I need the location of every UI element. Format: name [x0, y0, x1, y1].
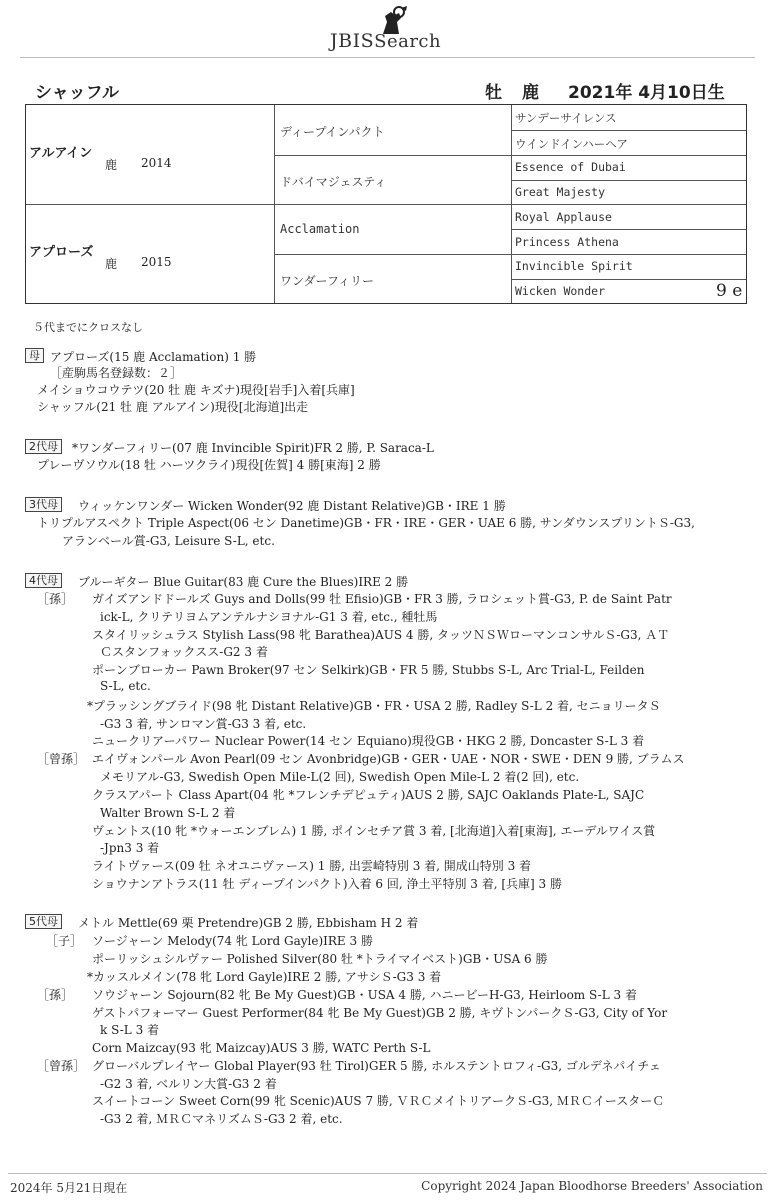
g5dam-line: k S-L 3 着: [100, 1023, 160, 1037]
pedigree-g3-item[interactable]: Royal Applause: [515, 210, 612, 224]
pedigree-g3-item[interactable]: ウインドインハーヘア: [515, 137, 628, 151]
g5dam-line: ［子］: [46, 934, 83, 948]
pedigree-g2-item[interactable]: Acclamation: [280, 222, 360, 236]
g3dam-line: アランベール賞-G3, Leisure S-L, etc.: [62, 534, 275, 548]
g4dam-line: *プラッシングブライド(98 牝 Distant Relative)GB・FR・USA 2 勝, Radley S-L 2 着, セニョリータＳ: [87, 699, 661, 713]
g4dam-line: Ｃスタンフォックスス-G2 3 着: [100, 645, 268, 659]
horse-name: シャッフル: [35, 83, 119, 103]
pedigree-g3-item[interactable]: Essence of Dubai: [515, 160, 626, 174]
pedigree-table: [25, 104, 747, 304]
g3dam-line: ウィッケンワンダー Wicken Wonder(92 鹿 Distant Relative)GB・IRE 1 勝: [78, 499, 506, 513]
g4dam-line: ヴェントス(10 牝 *ウォーエンブレム) 1 勝, ポインセチア賞 3 着, [北海道]入着[東海], エーデルワイス賞: [92, 824, 656, 838]
g4dam-line: -G3 3 着, サンロマン賞-G3 3 着, etc.: [100, 717, 307, 731]
section-tag-2nd-dam: 2代母: [25, 439, 62, 454]
dam-line: メイショウコウテツ(20 牡 鹿 キズナ)現役[岩手]入着[兵庫]: [37, 383, 355, 397]
g5dam-line: メトル Mettle(69 栗 Pretendre)GB 2 勝, Ebbisham H 2 着: [78, 916, 419, 930]
section-tag-4th-dam: 4代母: [25, 573, 62, 588]
g4dam-line: ライトヴァース(09 牡 ネオユニヴァース) 1 勝, 出雲崎特別 3 着, 開成山特別 3 着: [92, 859, 532, 873]
logo-text-jbis: JBIS: [330, 30, 375, 52]
g5dam-line: ［曾孫］: [37, 1059, 86, 1073]
g4dam-line: ショウナンアトラス(11 牡 ディープインパクト)入着 6 回, 浄土平特別 3 着, [兵庫] 3 勝: [92, 877, 562, 891]
g5dam-line: ［孫］: [37, 988, 74, 1002]
dam-line: シャッフル(21 牡 鹿 アルアイン)現役[北海道]出走: [37, 400, 309, 414]
g4dam-line: ブルーギター Blue Guitar(83 鹿 Cure the Blues)IRE 2 勝: [78, 575, 409, 589]
pedigree-g2-item[interactable]: ディープインパクト: [280, 125, 385, 139]
footer-copyright: Copyright 2024 Japan Bloodhorse Breeders' Association: [421, 1179, 763, 1193]
g4dam-line: クラスアパート Class Apart(04 牝 *フレンチデピュティ)AUS 2 勝, SAJC Oaklands Plate-L, SAJC: [92, 788, 645, 802]
section-tag-5th-dam: 5代母: [25, 914, 62, 929]
g5dam-line: グローバルプレイヤー Global Player(93 牡 Tirol)GER 5 勝, ホルステントロフィ-G3, ゴルデネパイチェ: [92, 1059, 661, 1073]
pedigree-g3-item[interactable]: Princess Athena: [515, 235, 619, 249]
g5dam-line: ゲストパフォーマー Guest Performer(84 牝 Be My Guest)GB 2 勝, キヴトンパークＳ-G3, City of Yor: [92, 1006, 668, 1020]
footer-date: 2024年 5月21日現在: [10, 1181, 128, 1195]
cross-note: ５代までにクロスなし: [33, 321, 143, 334]
g4dam-line: エイヴォンパール Avon Pearl(09 セン Avonbridge)GB・GER・UAE・NOR・SWE・DEN 9 勝, ブラムス: [92, 752, 685, 766]
section-tag-dam: 母: [25, 348, 44, 363]
dam-line: アプローズ(15 鹿 Acclamation) 1 勝: [50, 350, 257, 364]
g4dam-line: Walter Brown S-L 2 着: [100, 806, 236, 820]
pedigree-g2-item[interactable]: ワンダーフィリー: [280, 274, 374, 288]
g5dam-line: ソージャーン Melody(74 牝 Lord Gayle)IRE 3 勝: [92, 934, 373, 948]
pedigree-g3-item[interactable]: Wicken Wonder: [515, 284, 606, 298]
pedigree-g2-item[interactable]: ドバイマジェスティ: [280, 175, 387, 189]
g4dam-line: ニュークリアーパワー Nuclear Power(14 セン Equiano)現役GB・HKG 2 勝, Doncaster S-L 3 着: [92, 734, 645, 748]
g4dam-line: ick-L, クリテリヨムアンテルナシヨナル-G1 3 着, etc., 種牡馬: [100, 610, 438, 624]
g4dam-line: ［曾孫］: [37, 752, 86, 766]
section-tag-3rd-dam: 3代母: [25, 497, 62, 512]
sire-color: 鹿: [105, 158, 118, 172]
g5dam-line: ソウジャーン Sojourn(82 牝 Be My Guest)GB・USA 4 勝, ハニービーH-G3, Heirloom S-L 3 着: [92, 988, 637, 1002]
g2dam-line: プレーヴソウル(18 牡 ハーツクライ)現役[佐賀] 4 勝[東海] 2 勝: [37, 458, 381, 472]
g5dam-line: ポーリッシュシルヴァー Polished Silver(80 牡 *トライマイベスト)GB・USA 6 勝: [92, 952, 548, 966]
dam-color: 鹿: [105, 257, 118, 271]
g4dam-line: -Jpn3 3 着: [100, 841, 160, 855]
dam-name[interactable]: アプローズ: [29, 245, 94, 260]
g5dam-line: -G2 3 着, ベルリン大賞-G3 2 着: [100, 1077, 277, 1091]
g4dam-line: ポーンブローカー Pawn Broker(97 セン Selkirk)GB・FR 5 勝, Stubbs S-L, Arc Trial-L, Feilden: [92, 663, 645, 677]
g5dam-line: *カッスルメイン(78 牝 Lord Gayle)IRE 2 勝, アサシＳ-G3 3 着: [87, 970, 442, 984]
g5dam-line: -G3 2 着, ＭＲＣマネリズムＳ-G3 2 着, etc.: [100, 1112, 343, 1126]
sire-year: 2014: [141, 156, 172, 170]
horse-title-line: [35, 78, 725, 103]
g2dam-line: *ワンダーフィリー(07 鹿 Invincible Spirit)FR 2 勝, P. Saraca-L: [72, 441, 434, 455]
logo-text-search: Search: [374, 31, 442, 52]
sire-name[interactable]: アルアイン: [29, 146, 93, 161]
pedigree-g3-item[interactable]: Great Majesty: [515, 185, 606, 199]
g4dam-line: スタイリッシュラス Stylish Lass(98 牝 Barathea)AUS 4 勝, タッツＮＳＷローマンコンサルＳ-G3, ＡＴ: [92, 628, 670, 642]
g4dam-line: ［孫］: [37, 592, 74, 606]
g5dam-line: Corn Maizcay(93 牝 Maizcay)AUS 3 勝, WATC Perth S-L: [92, 1041, 431, 1055]
dam-line: ［産駒馬名登録数：２］: [50, 366, 183, 380]
footer-divider: [8, 1173, 767, 1174]
dam-year: 2015: [141, 255, 172, 269]
family-number: 9 e: [716, 281, 743, 301]
g4dam-line: メモリアル-G3, Swedish Open Mile-L(2 回), Swedish Open Mile-L 2 着(2 回), etc.: [100, 770, 580, 784]
g4dam-line: S-L, etc.: [100, 679, 151, 693]
horse-color: 鹿: [522, 83, 539, 103]
horse-sex: 牡: [485, 83, 502, 103]
pedigree-g3-item[interactable]: サンデーサイレンス: [515, 111, 617, 125]
jbis-logo[interactable]: [330, 6, 460, 52]
horse-birth-date: 2021年 4月10日生: [568, 83, 725, 103]
g4dam-line: ガイズアンドドールズ Guys and Dolls(99 牡 Efisio)GB・FR 3 勝, ラロシェット賞-G3, P. de Saint Patr: [92, 592, 672, 606]
g3dam-line: トリプルアスペクト Triple Aspect(06 セン Danetime)GB・FR・IRE・GER・UAE 6 勝, サンダウンスプリントＳ-G3,: [37, 516, 695, 530]
g5dam-line: スイートコーン Sweet Corn(99 牝 Scenic)AUS 7 勝, ＶＲＣメイトリアークＳ-G3, ＭＲＣイースターＣ: [92, 1094, 665, 1108]
pedigree-g3-item[interactable]: Invincible Spirit: [515, 259, 633, 273]
header-divider: [20, 57, 755, 58]
